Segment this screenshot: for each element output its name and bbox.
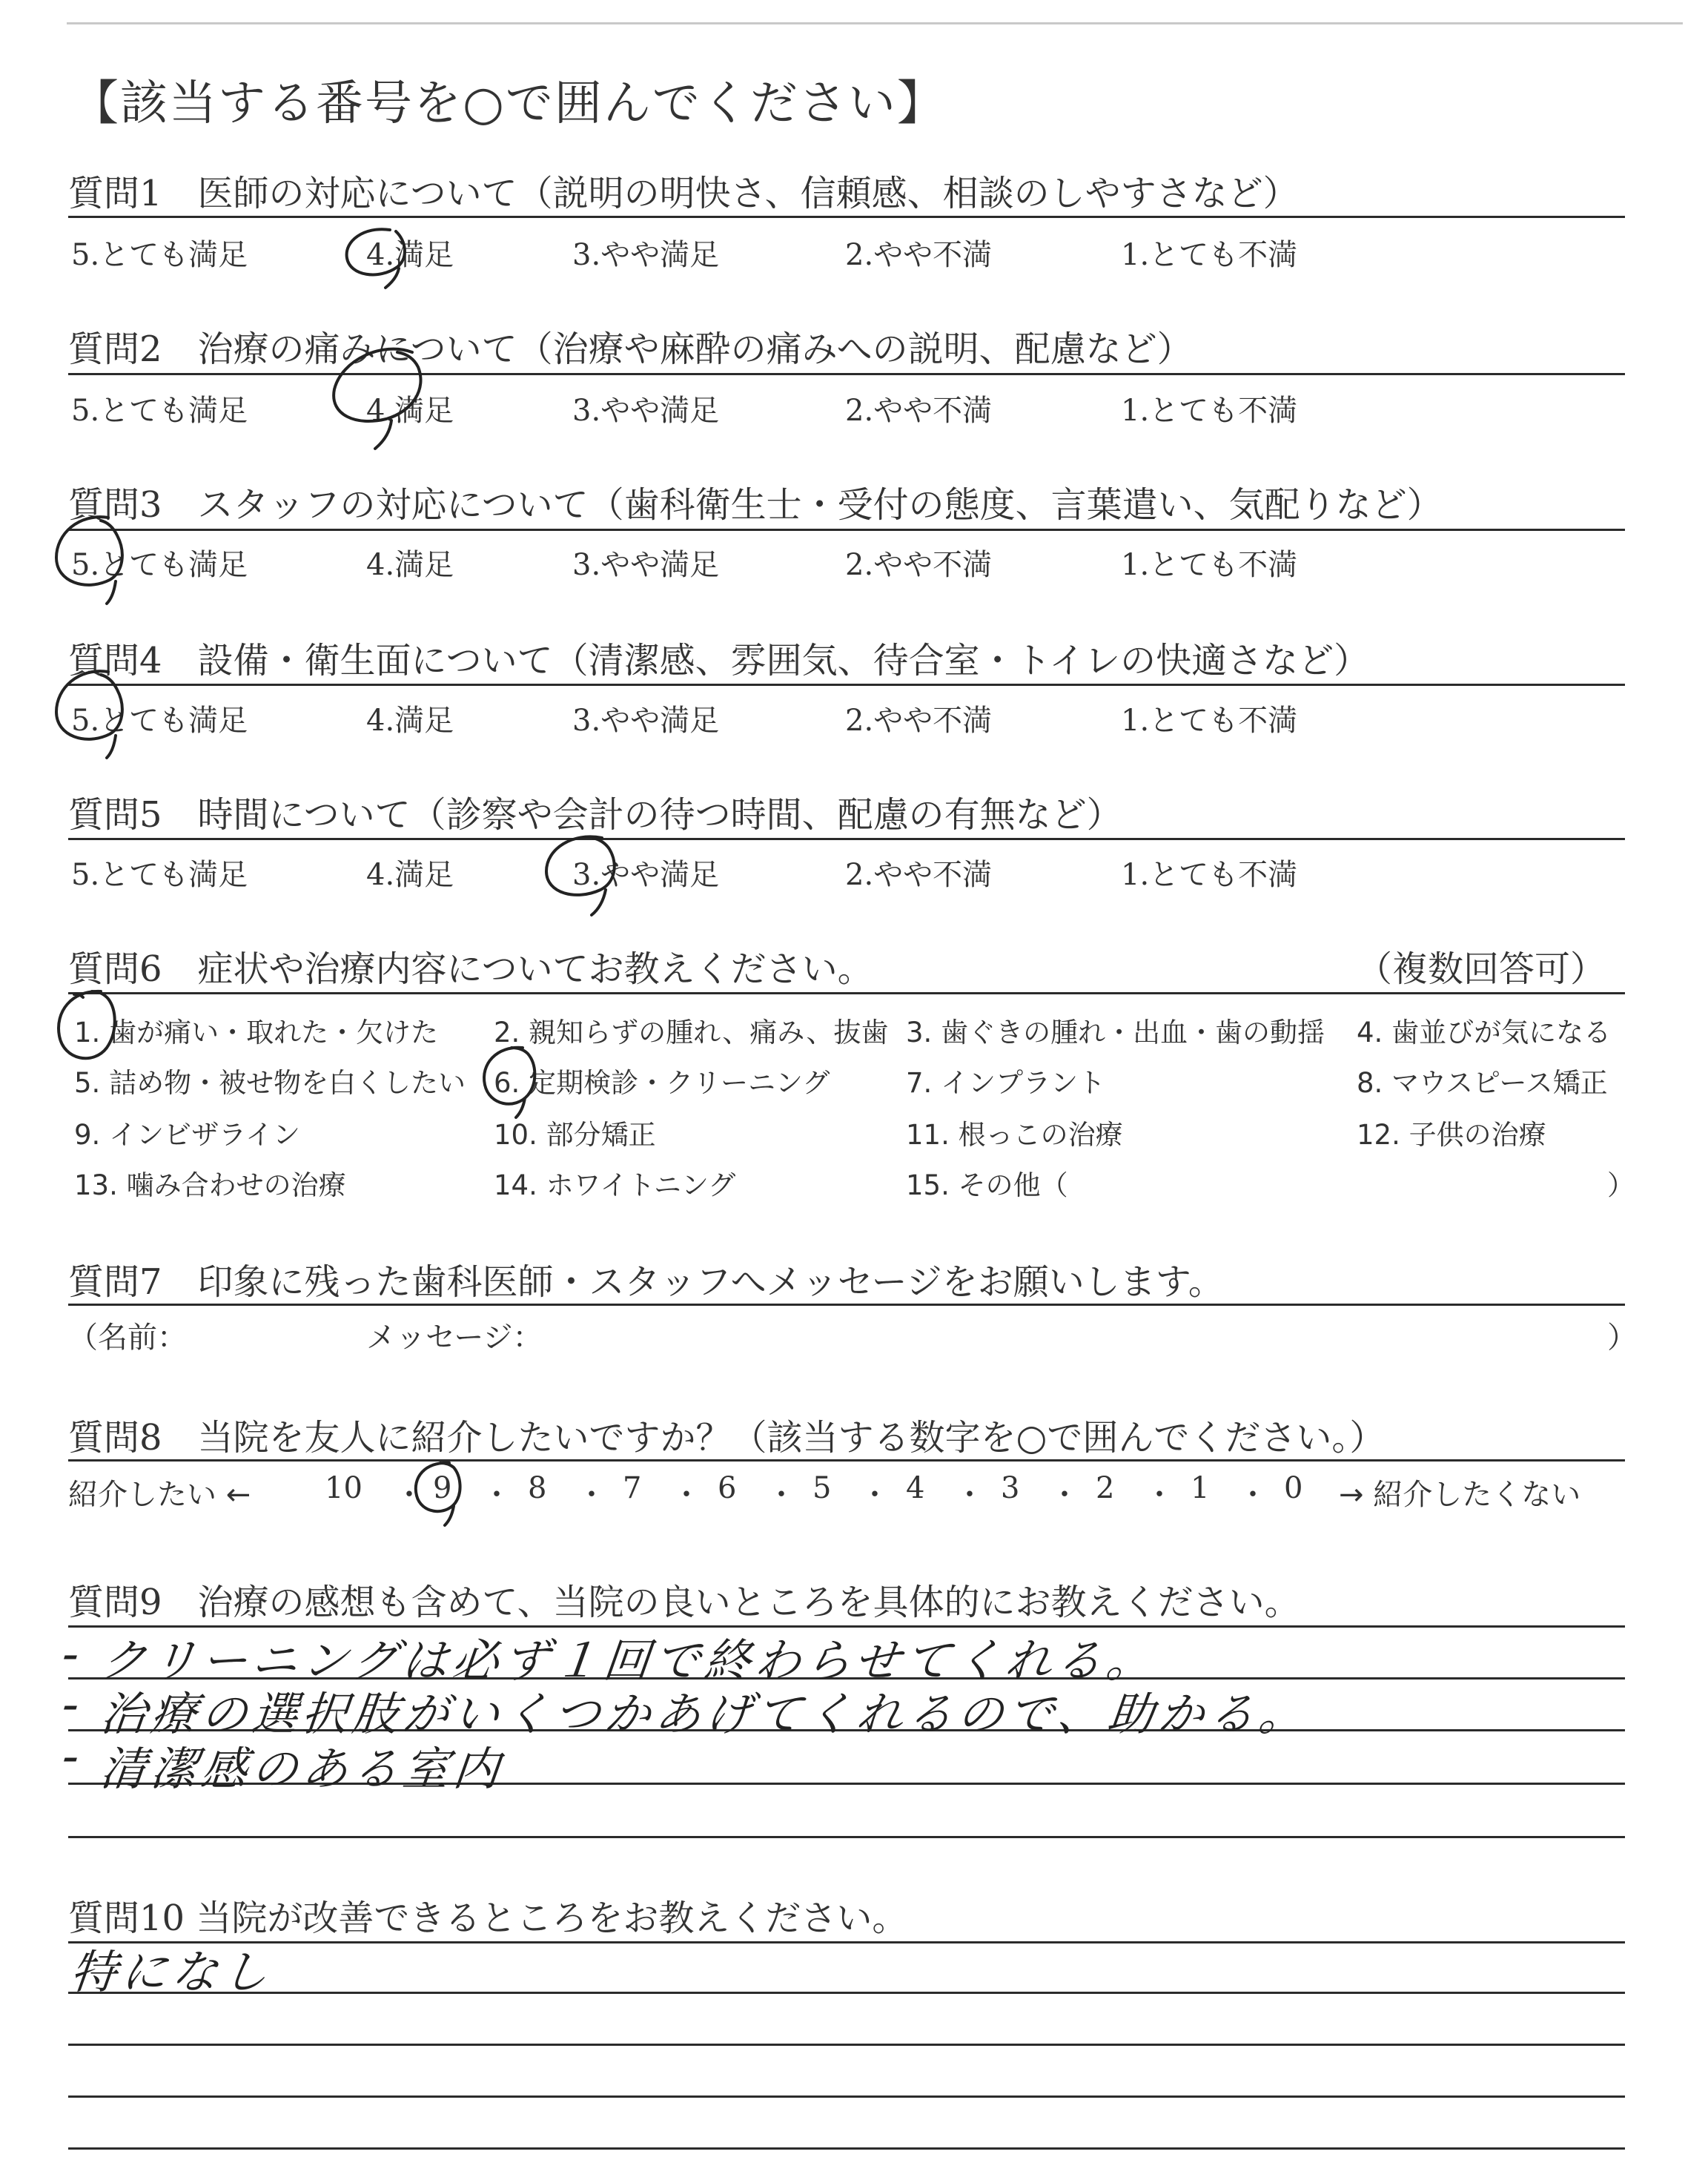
- option-5[interactable]: 5.とても満足: [71, 394, 248, 428]
- option-3[interactable]: 3.やや満足: [572, 704, 720, 738]
- other-close-paren: ）: [1607, 1169, 1635, 1201]
- answer-line: [68, 2147, 1625, 2150]
- scale-10[interactable]: 10: [325, 1471, 363, 1505]
- option-1[interactable]: 1.とても不満: [1121, 238, 1298, 272]
- scale-0[interactable]: 0: [1284, 1471, 1303, 1505]
- symptom-option-10[interactable]: 10. 部分矯正: [494, 1119, 656, 1151]
- symptom-option-9[interactable]: 9. インビザライン: [74, 1119, 300, 1151]
- divider: [68, 529, 1625, 531]
- scale-separator-dot: ・: [860, 1478, 890, 1512]
- option-2[interactable]: 2.やや不満: [845, 548, 993, 582]
- multiple-answer-note: （複数回答可）: [1357, 948, 1606, 990]
- option-2[interactable]: 2.やや不満: [845, 238, 993, 272]
- question-title: 質問8 当院を友人に紹介したいですか？（該当する数字を○で囲んでください。）: [68, 1417, 1386, 1459]
- answer-text: 治療の選択肢がいくつかあげてくれるので、助かる。: [97, 1687, 1313, 1741]
- divider: [68, 216, 1625, 218]
- symptom-option-12[interactable]: 12. 子供の治療: [1357, 1119, 1546, 1151]
- option-2[interactable]: 2.やや不満: [845, 858, 993, 892]
- symptom-option-15[interactable]: 15. その他（: [906, 1169, 1068, 1201]
- symptom-option-6[interactable]: 6. 定期検診・クリーニング: [494, 1067, 830, 1099]
- scale-1[interactable]: 1: [1191, 1471, 1210, 1505]
- answer-bullet: -: [59, 1627, 87, 1681]
- option-5[interactable]: 5.とても満足: [71, 238, 248, 272]
- symptom-option-8[interactable]: 8. マウスピース矯正: [1357, 1067, 1608, 1099]
- name-label: （名前：: [68, 1321, 187, 1355]
- divider: [68, 373, 1625, 375]
- option-2[interactable]: 2.やや不満: [845, 394, 993, 428]
- scale-separator-dot: ・: [767, 1478, 796, 1512]
- question-title: 質問1 医師の対応について（説明の明快さ、信頼感、相談のしやすさなど）: [68, 173, 1299, 214]
- question-title: 質問5 時間について（診察や会計の待つ時間、配慮の有無など）: [68, 794, 1122, 836]
- recommend-right-label: → 紹介したくない: [1339, 1478, 1581, 1512]
- divider: [68, 992, 1625, 994]
- question-title: 質問2 治療の痛みについて（治療や麻酔の痛みへの説明、配慮など）: [68, 328, 1193, 370]
- question-title: 質問10 当院が改善できるところをお教えください。: [68, 1898, 908, 1939]
- divider: [68, 838, 1625, 840]
- question-title: 質問3 スタッフの対応について（歯科衛生士・受付の態度、言葉遣い、気配りなど）: [68, 484, 1443, 526]
- option-4[interactable]: 4.満足: [366, 238, 454, 272]
- symptom-option-1[interactable]: 1. 歯が痛い・取れた・欠けた: [74, 1017, 439, 1048]
- scale-separator-dot: ・: [482, 1478, 512, 1512]
- option-3[interactable]: 3.やや満足: [572, 394, 720, 428]
- question-title: 質問7 印象に残った歯科医師・スタッフへメッセージをお願いします。: [68, 1261, 1224, 1303]
- symptom-option-3[interactable]: 3. 歯ぐきの腫れ・出血・歯の動揺: [906, 1017, 1325, 1048]
- answer-text: 特になし: [67, 1945, 276, 1999]
- option-3[interactable]: 3.やや満足: [572, 238, 720, 272]
- answer-line: [68, 2044, 1625, 2046]
- answer-line: [68, 1941, 1625, 1943]
- symptom-option-7[interactable]: 7. インプラント: [906, 1067, 1106, 1099]
- option-5[interactable]: 5.とても満足: [71, 858, 248, 892]
- scale-separator-dot: ・: [672, 1478, 701, 1512]
- scale-4[interactable]: 4: [906, 1471, 925, 1505]
- scale-8[interactable]: 8: [528, 1471, 547, 1505]
- question-title: 質問6 症状や治療内容についてお教えください。: [68, 948, 873, 990]
- symptom-option-14[interactable]: 14. ホワイトニング: [494, 1169, 736, 1201]
- option-5[interactable]: 5.とても満足: [71, 704, 248, 738]
- divider: [68, 684, 1625, 686]
- answer-text: 清潔感のある室内: [97, 1742, 507, 1796]
- scale-9[interactable]: 9: [433, 1471, 452, 1505]
- scale-6[interactable]: 6: [718, 1471, 737, 1505]
- option-3[interactable]: 3.やや満足: [572, 548, 720, 582]
- option-1[interactable]: 1.とても不満: [1121, 394, 1298, 428]
- question-title: 質問9 治療の感想も含めて、当院の良いところを具体的にお教えください。: [68, 1582, 1300, 1623]
- option-4[interactable]: 4.満足: [366, 548, 454, 582]
- option-3[interactable]: 3.やや満足: [572, 858, 720, 892]
- scale-separator-dot: ・: [394, 1478, 424, 1512]
- answer-line: [68, 1992, 1625, 1994]
- scale-2[interactable]: 2: [1096, 1471, 1115, 1505]
- option-4[interactable]: 4.満足: [366, 858, 454, 892]
- scale-separator-dot: ・: [577, 1478, 606, 1512]
- symptom-option-11[interactable]: 11. 根っこの治療: [906, 1119, 1123, 1151]
- page-top-edge: [67, 22, 1683, 24]
- message-close-paren: ）: [1607, 1321, 1637, 1355]
- answer-bullet: -: [59, 1729, 87, 1783]
- divider: [68, 1304, 1625, 1306]
- symptom-option-13[interactable]: 13. 噛み合わせの治療: [74, 1169, 346, 1201]
- answer-line: [68, 2095, 1625, 2098]
- page-title: 【該当する番号を○で囲んでください】: [71, 76, 946, 131]
- scale-7[interactable]: 7: [623, 1471, 642, 1505]
- scale-5[interactable]: 5: [812, 1471, 832, 1505]
- answer-text: クリーニングは必ず１回で終わらせてくれる。: [97, 1634, 1160, 1688]
- option-1[interactable]: 1.とても不満: [1121, 858, 1298, 892]
- scale-separator-dot: ・: [955, 1478, 984, 1512]
- symptom-option-5[interactable]: 5. 詰め物・被せ物を白くしたい: [74, 1067, 466, 1099]
- scale-separator-dot: ・: [1050, 1478, 1079, 1512]
- symptom-option-2[interactable]: 2. 親知らずの腫れ、痛み、抜歯: [494, 1017, 889, 1048]
- symptom-option-4[interactable]: 4. 歯並びが気になる: [1357, 1017, 1612, 1048]
- recommend-left-label: 紹介したい ←: [68, 1478, 251, 1512]
- answer-line: [68, 1836, 1625, 1838]
- option-2[interactable]: 2.やや不満: [845, 704, 993, 738]
- scale-3[interactable]: 3: [1001, 1471, 1020, 1505]
- option-1[interactable]: 1.とても不満: [1121, 548, 1298, 582]
- message-label: メッセージ：: [366, 1321, 543, 1355]
- option-1[interactable]: 1.とても不満: [1121, 704, 1298, 738]
- scale-separator-dot: ・: [1145, 1478, 1174, 1512]
- option-4[interactable]: 4.満足: [366, 394, 454, 428]
- option-5[interactable]: 5.とても満足: [71, 548, 248, 582]
- scale-separator-dot: ・: [1238, 1478, 1268, 1512]
- option-4[interactable]: 4.満足: [366, 704, 454, 738]
- question-title: 質問4 設備・衛生面について（清潔感、雰囲気、待合室・トイレの快適さなど）: [68, 640, 1370, 681]
- answer-bullet: -: [59, 1677, 87, 1731]
- divider: [68, 1459, 1625, 1462]
